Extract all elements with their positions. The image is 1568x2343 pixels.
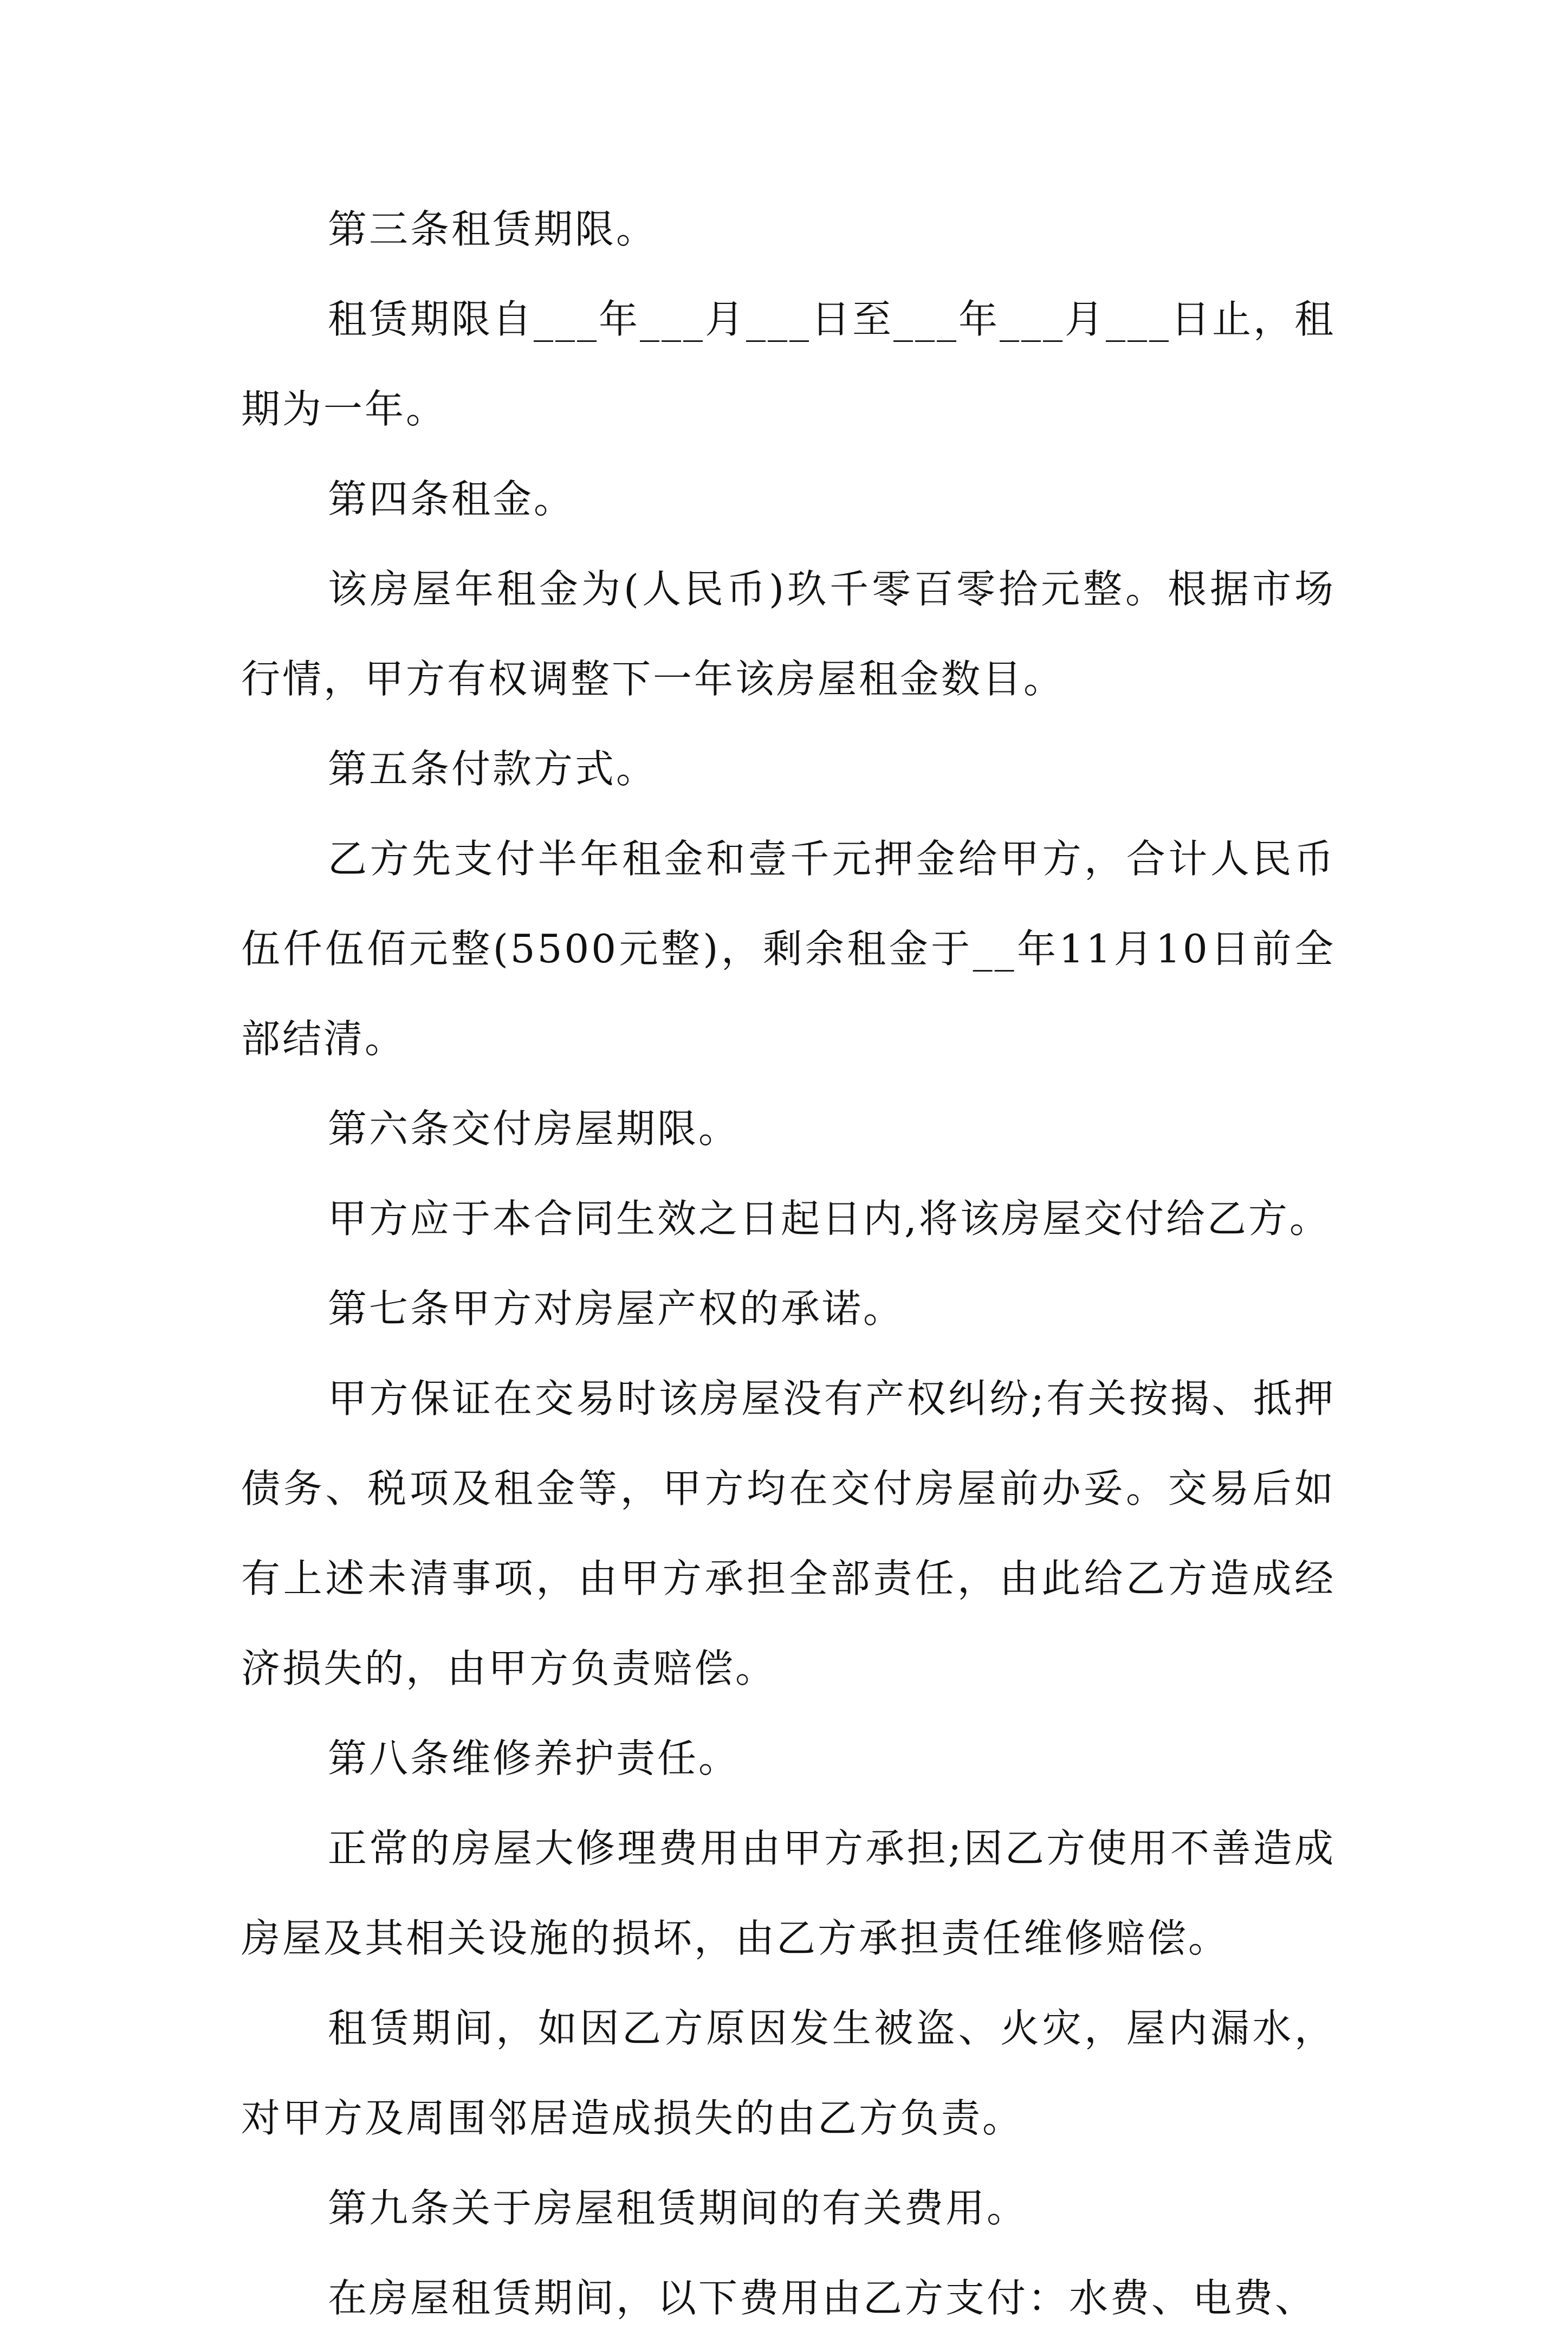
article-4-body: 该房屋年租金为(人民币)玖千零百零拾元整。根据市场行情，甲方有权调整下一年该房屋租金数目。 [241, 566, 1336, 702]
document-body [241, 184, 1336, 2343]
article-7-heading: 第七条甲方对房屋产权的承诺。 [328, 1286, 905, 1331]
article-3-heading: 第三条租赁期限。 [328, 206, 658, 252]
article-9-body: 在房屋租赁期间，以下费用由乙方支付：水费、电费、 [328, 2275, 1317, 2321]
article-8-heading: 第八条维修养护责任。 [328, 1736, 740, 1781]
article-8-body-1: 正常的房屋大修理费用由甲方承担;因乙方使用不善造成房屋及其相关设施的损坏，由乙方承担责任维修赔偿。 [241, 1826, 1336, 1961]
article-3-body: 租赁期限自___年___月___日至___年___月___日止，租期为一年。 [241, 296, 1336, 432]
article-9-heading: 第九条关于房屋租赁期间的有关费用。 [328, 2185, 1028, 2231]
article-8-body-2: 租赁期间，如因乙方原因发生被盗、火灾，屋内漏水，对甲方及周围邻居造成损失的由乙方负责。 [241, 2005, 1336, 2141]
article-6-body: 甲方应于本合同生效之日起日内,将该房屋交付给乙方。 [328, 1196, 1331, 1241]
article-7-body: 甲方保证在交易时该房屋没有产权纠纷;有关按揭、抵押债务、税项及租金等，甲方均在交付房屋前办妥。交易后如有上述未清事项，由甲方承担全部责任，由此给乙方造成经济损失的，由甲方负责赔偿。 [241, 1376, 1336, 1691]
article-6-heading: 第六条交付房屋期限。 [328, 1106, 740, 1151]
article-5-body: 乙方先支付半年租金和壹千元押金给甲方，合计人民币伍仟伍佰元整(5500元整)，剩余租金于__年11月10日前全部结清。 [241, 836, 1336, 1062]
article-5-heading: 第五条付款方式。 [328, 746, 658, 792]
article-4-heading: 第四条租金。 [328, 476, 575, 522]
